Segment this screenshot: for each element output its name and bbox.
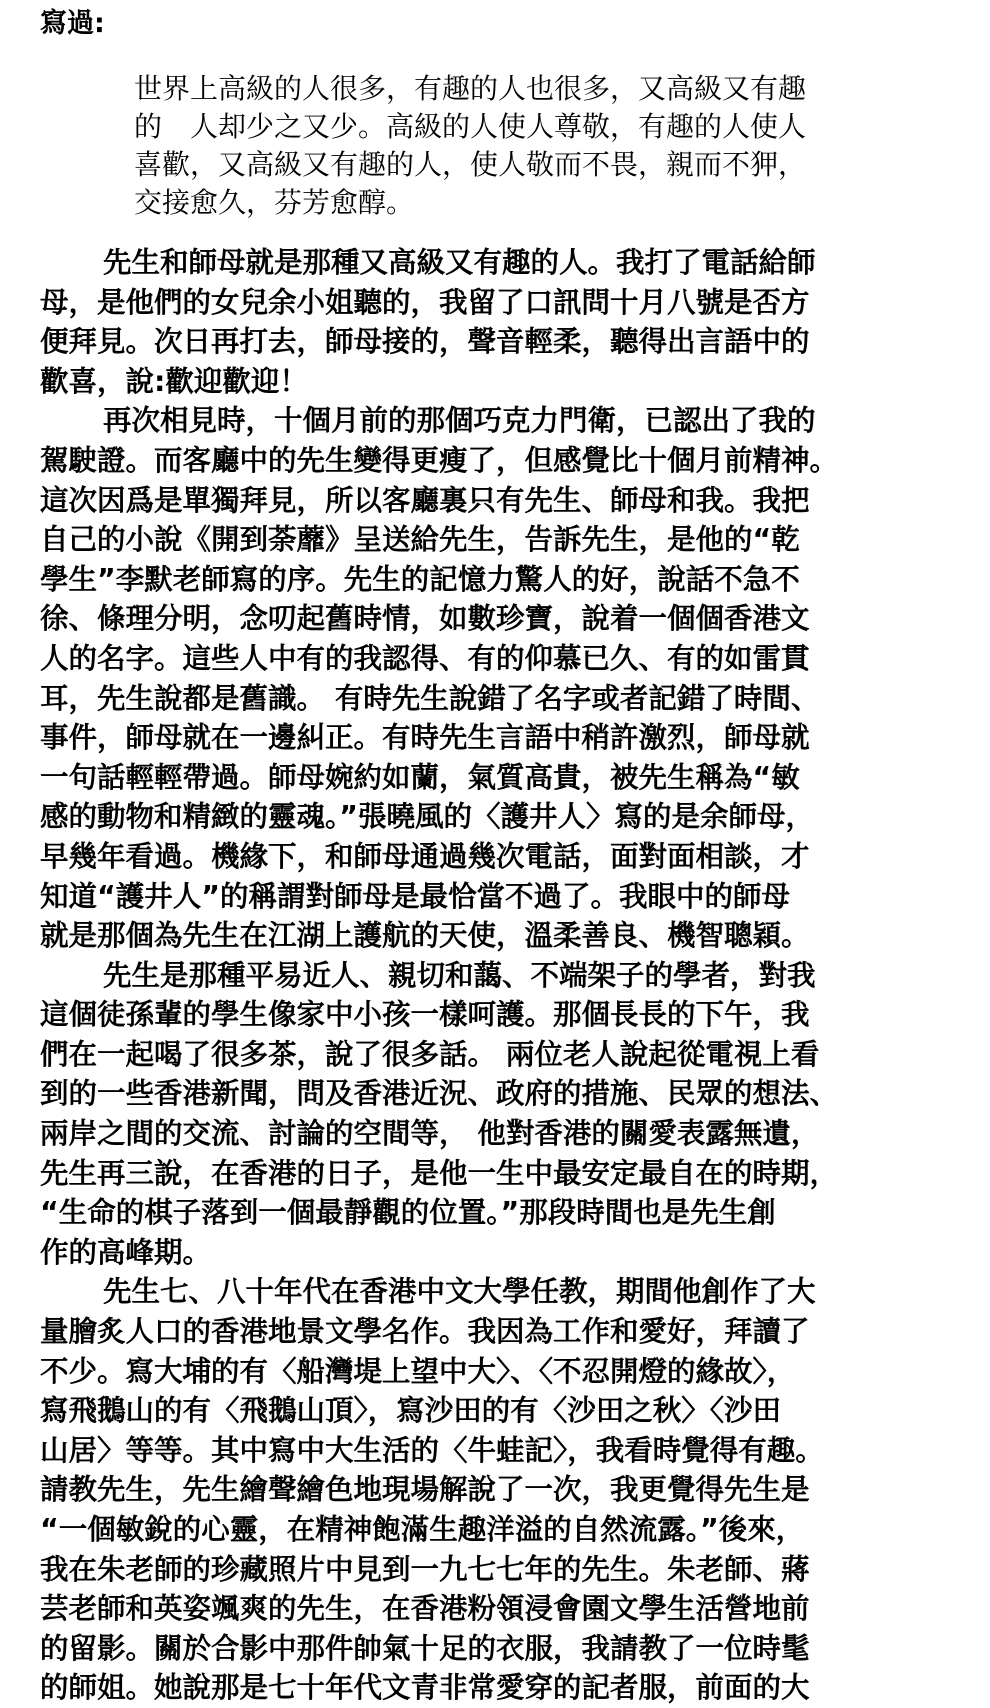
paragraph-line: 請教先生，先生繪聲繪色地現場解說了一次，我更覺得先生是 — [40, 1473, 810, 1507]
paragraph-line: 作的高峰期。 — [40, 1235, 212, 1269]
paragraph-line: 先生和師母就是那種又高級又有趣的人。我打了電話給師 — [103, 246, 816, 279]
paragraph-line: 便拜見。次日再打去，師母接的，聲音輕柔，聽得出言語中的 — [40, 325, 810, 359]
paragraph-line: 的師姐。她說那是七十年代文青非常愛穿的記者服，前面的大 — [40, 1671, 810, 1705]
paragraph-line: 駕駛證。而客廳中的先生變得更瘦了，但感覺比十個月前精神。 — [40, 443, 839, 477]
paragraph-line: 一句話輕輕帶過。師母婉約如蘭，氣質高貴，被先生稱為“敏 — [40, 760, 800, 794]
paragraph-line: 先生再三說，在香港的日子，是他一生中最安定最自在的時期， — [40, 1156, 839, 1190]
paragraph-line: 徐、條理分明，念叨起舊時情，如數珍寶，說着一個個香港文 — [40, 602, 810, 636]
paragraph-line: 自己的小說《開到荼蘼》呈送給先生，告訴先生，是他的“乾 — [40, 523, 800, 557]
paragraph-line: 的留影。關於合影中那件帥氣十足的衣服，我請教了一位時髦 — [40, 1631, 810, 1665]
paragraph-line: “一個敏銳的心靈，在精神飽滿生趣洋溢的自然流露。”後來， — [40, 1513, 805, 1546]
paragraph-line: 就是那個為先生在江湖上護航的天使，溫柔善良、機智聰穎。 — [40, 919, 810, 953]
paragraph-line: 寫飛鵝山的有〈飛鵝山頂〉，寫沙田的有〈沙田之秋〉〈沙田 — [40, 1394, 782, 1428]
paragraph-line: 山居〉等等。其中寫中大生活的〈牛蛙記〉，我看時覺得有趣。 — [40, 1433, 824, 1467]
paragraph-line: 這次因爲是單獨拜見，所以客廳裏只有先生、師母和我。我把 — [40, 483, 810, 517]
paragraph-line: 人的名字。這些人中有的我認得、有的仰慕已久、有的如雷貫 — [40, 641, 810, 675]
quote-line: 交接愈久，芬芳愈醇。 — [134, 186, 415, 219]
paragraph-line: 歡喜，說:歡迎歡迎！ — [40, 364, 308, 398]
paragraph-line: 我在朱老師的珍藏照片中見到一九七七年的先生。朱老師、蔣 — [40, 1552, 810, 1586]
paragraph-line: 先生是那種平易近人、親切和藹、不端架子的學者，對我 — [103, 958, 816, 992]
quote-line: 喜歡，又高級又有趣的人，使人敬而不畏，親而不狎， — [134, 148, 807, 181]
paragraph-line: 知道“護井人”的稱謂對師母是最恰當不過了。我眼中的師母 — [40, 879, 790, 913]
paragraph-line: 早幾年看過。機緣下，和師母通過幾次電話，面對面相談，才 — [40, 839, 810, 873]
paragraph-line: 兩岸之間的交流、討論的空間等， 他對香港的關愛表露無遺， — [40, 1117, 820, 1151]
paragraph-line: 量膾炙人口的香港地景文學名作。我因為工作和愛好，拜讀了 — [40, 1315, 810, 1349]
paragraph-line: 耳，先生說都是舊識。 有時先生說錯了名字或者記錯了時間、 — [40, 681, 820, 715]
quote-line: 的 人却少之又少。高級的人使人尊敬，有趣的人使人 — [134, 110, 807, 143]
paragraph-line: 們在一起喝了很多茶，說了很多話。 兩位老人說起從電視上看 — [40, 1037, 820, 1071]
quote-line: 世界上高級的人很多，有趣的人也很多，又高級又有趣 — [134, 72, 807, 105]
paragraph-line: 到的一些香港新聞，問及香港近況、政府的措施、民眾的想法、 — [40, 1077, 839, 1111]
paragraph-line: 芸老師和英姿颯爽的先生，在香港粉領浸會園文學生活營地前 — [40, 1592, 810, 1626]
paragraph-line: 學生”李默老師寫的序。先生的記憶力驚人的好，說話不急不 — [40, 562, 800, 596]
section-heading: 寫過: — [40, 8, 105, 39]
paragraph-line: 先生七、八十年代在香港中文大學任教，期間他創作了大 — [103, 1275, 816, 1309]
paragraph-line: 事件，師母就在一邊糾正。有時先生言語中稍許激烈，師母就 — [40, 721, 810, 755]
paragraph-line: 母，是他們的女兒余小姐聽的，我留了口訊問十月八號是否方 — [40, 285, 810, 319]
block-quote — [134, 70, 944, 222]
body-text — [40, 243, 985, 1708]
paragraph-line: “生命的棋子落到一個最靜觀的位置。”那段時間也是先生創 — [40, 1196, 776, 1230]
paragraph-line: 這個徒孫輩的學生像家中小孩一樣呵護。那個長長的下午，我 — [40, 998, 810, 1032]
paragraph-line: 再次相見時，十個月前的那個巧克力門衛，已認出了我的 — [103, 404, 816, 438]
paragraph-line: 不少。寫大埔的有〈船灣堤上望中大〉、〈不忍開燈的緣故〉， — [40, 1354, 796, 1388]
paragraph-line: 感的動物和精緻的靈魂。”張曉風的〈護井人〉寫的是余師母， — [40, 800, 814, 834]
